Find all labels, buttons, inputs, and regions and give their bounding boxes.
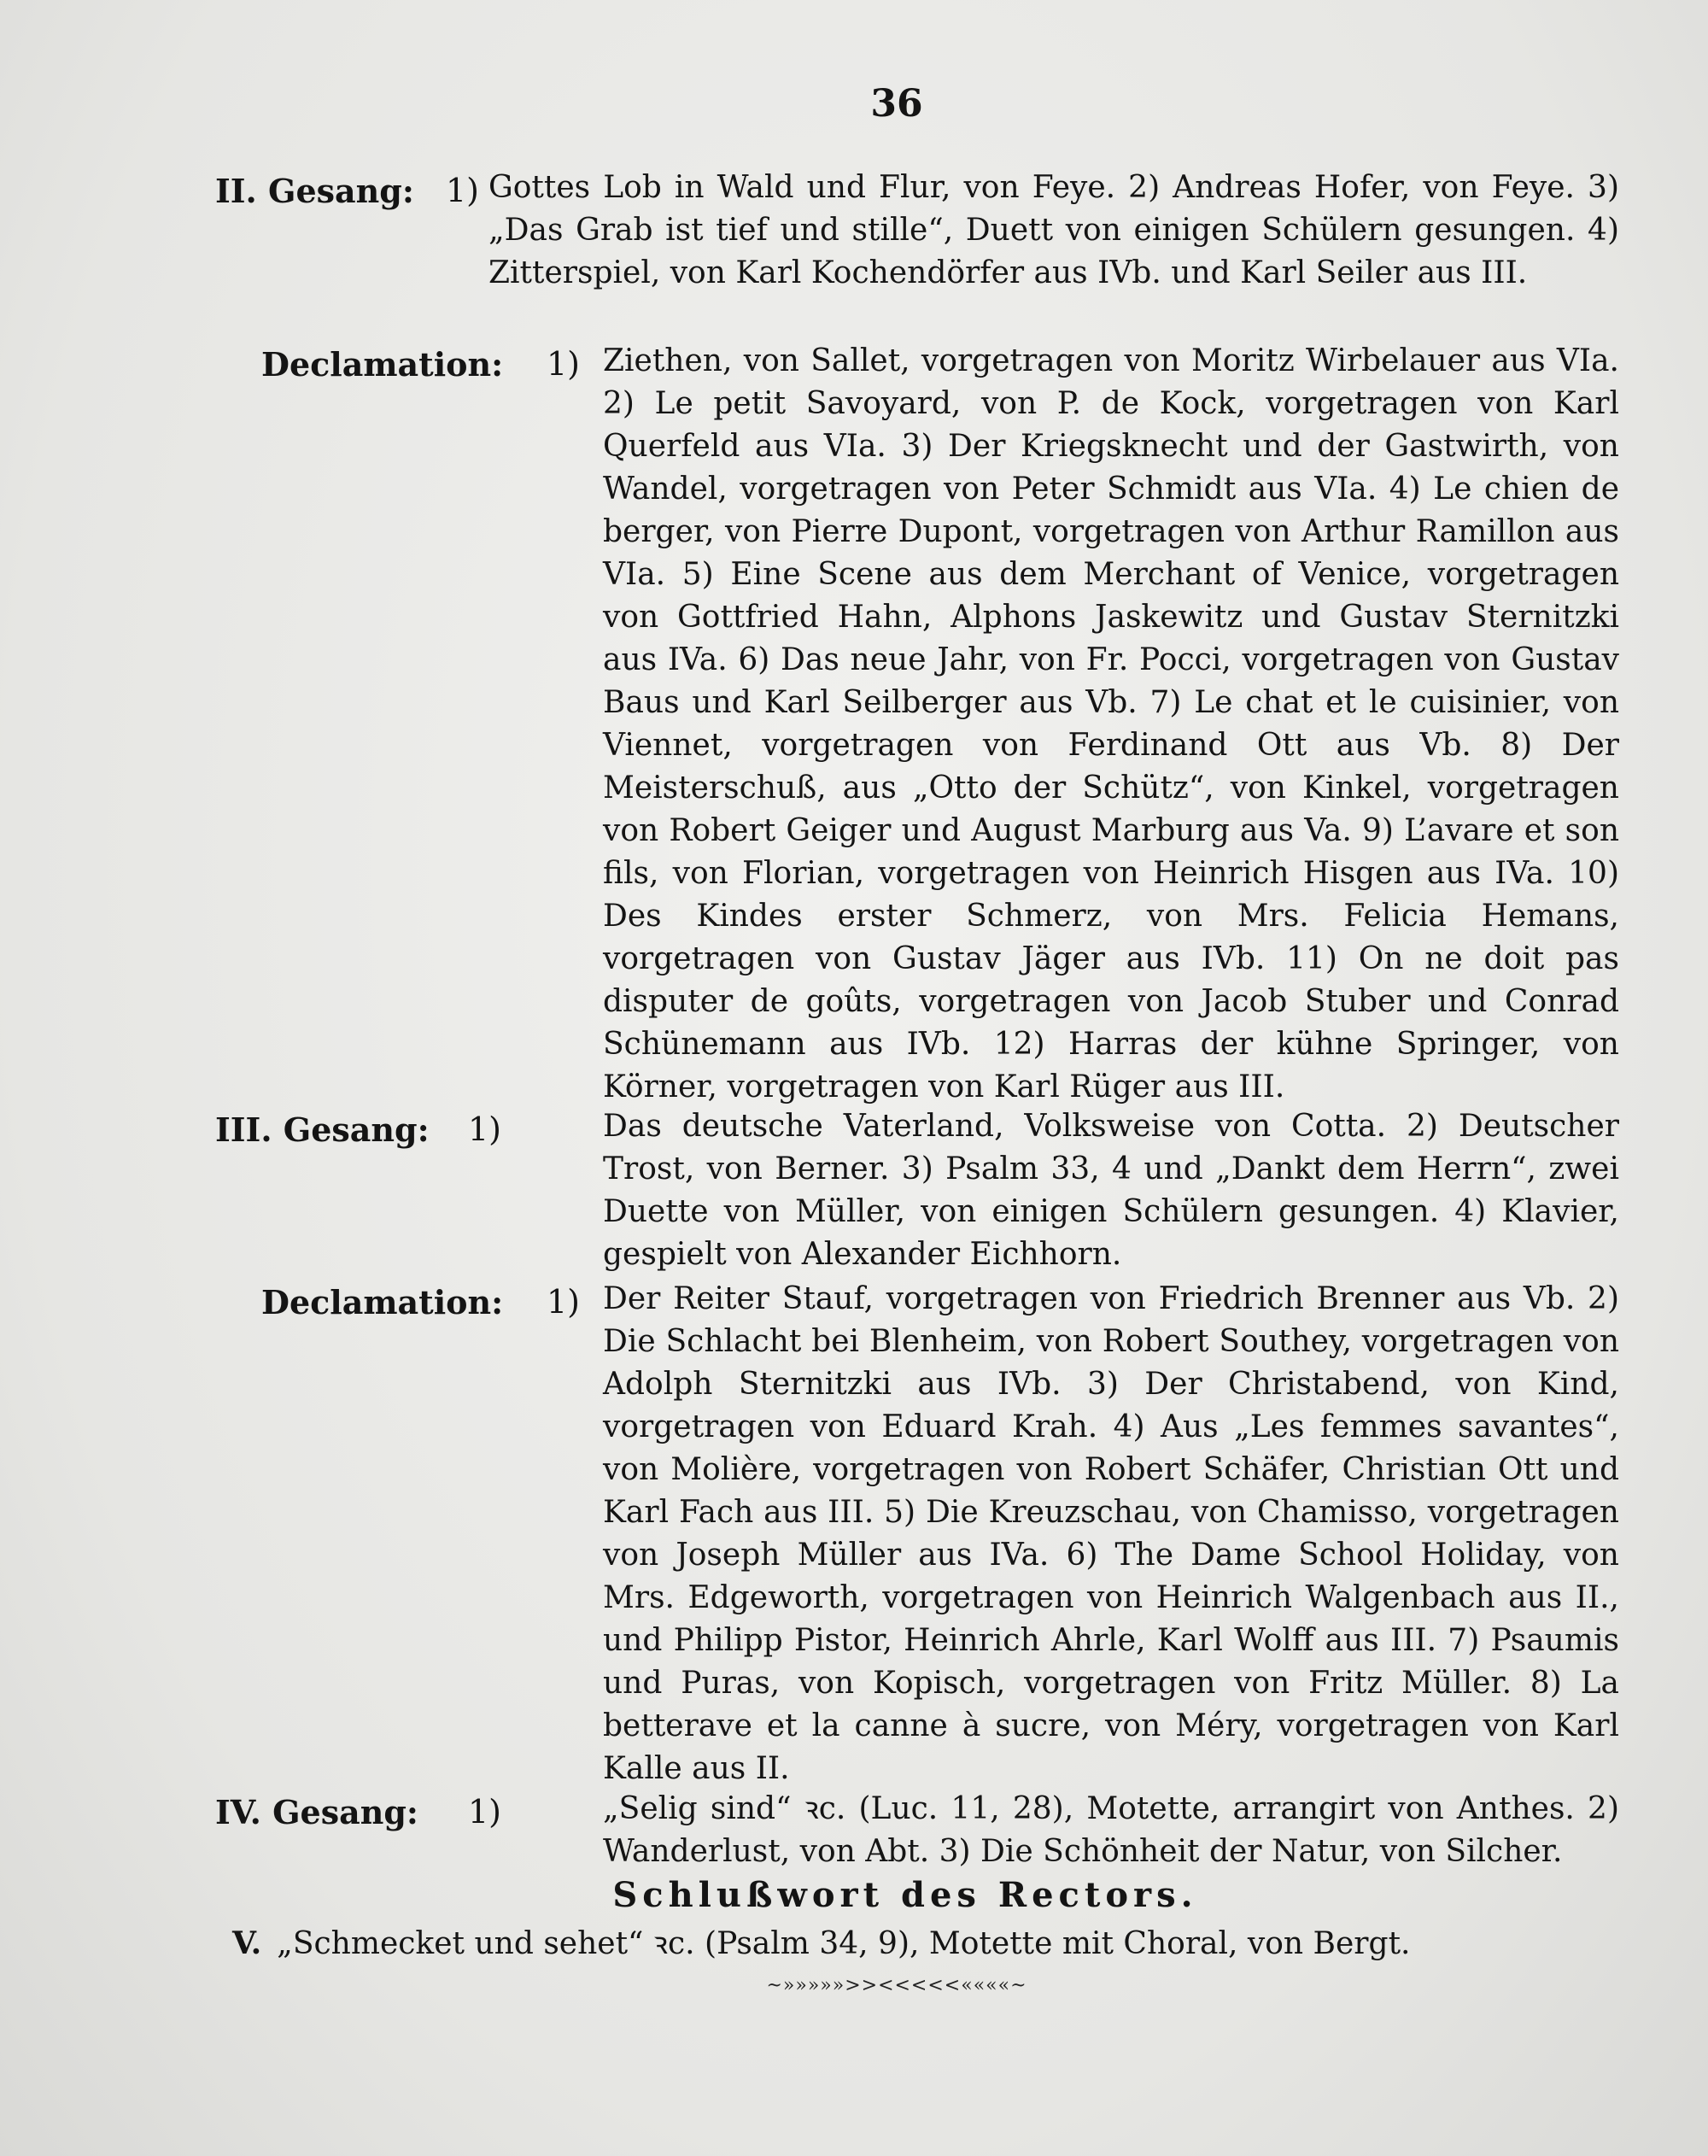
section-declamation-1 [0, 340, 1708, 1104]
section-label: II. Gesang: [215, 172, 414, 210]
closing-line [232, 1922, 1684, 1966]
section-body: Das deutsche Vaterland, Volksweise von Cotta. 2) Deutscher Trost, von Berner. 3) Psalm 33, 4 und „Dankt dem Herrn“, zwei Duette von Müller, von einigen Schülern gesungen. 4) Klavier, gespielt von Alexander Eichhorn. [603, 1109, 1619, 1272]
closing-text: „Schmecket und sehet“ ꝛc. (Psalm 34, 9), Motette mit Choral, von Bergt. [277, 1926, 1411, 1961]
section-label: Declamation: [261, 1283, 504, 1321]
item-number: 1) [547, 1283, 581, 1321]
section-gesang-2 [0, 167, 1708, 337]
item-number: 1) [547, 345, 581, 383]
section-body: Der Reiter Stauf, vorgetragen von Friedrich Brenner aus Vb. 2) Die Schlacht bei Blenheim, von Robert Southey, vorgetragen von Adolph Sternitzki aus IVb. 3) Der Christabend, von Kind, vorgetragen von Eduard Krah. 4) Aus „Les femmes savantes“, von Molière, vorgetragen von Robert Schäfer, Christian Ott und Karl Fach aus III. 5) Die Kreuzschau, von Chamisso, vorgetragen von Joseph Müller aus IVa. 6) The Dame School Holiday, von Mrs. Edgeworth, vorgetragen von Heinrich Walgenbach aus II., und Philipp Pistor, Heinrich Ahrle, Karl Wolff aus III. 7) Psaumis und Puras, von Kopisch, vorgetragen von Fritz Müller. 8) La betterave et la canne à sucre, von Méry, vorgetragen von Karl Kalle aus II. [603, 1281, 1619, 1786]
closing-title: Schlußwort des Rectors. [612, 1875, 1198, 1915]
closing-roman: V. [232, 1925, 262, 1961]
page-number: 36 [870, 82, 923, 126]
section-gesang-4 [0, 1788, 1708, 1882]
section-declamation-2 [0, 1278, 1708, 1790]
item-number: 1) [468, 1793, 502, 1831]
section-label: III. Gesang: [215, 1110, 430, 1149]
item-number: 1) [468, 1110, 502, 1148]
ornament-rule: ~»»»»»>><<<<<««««~ [766, 1975, 1027, 1996]
section-label: Declamation: [261, 345, 504, 384]
section-body: Ziethen, von Sallet, vorgetragen von Moritz Wirbelauer aus VIa. 2) Le petit Savoyard, von P. de Kock, vorgetragen von Karl Querfeld aus VIa. 3) Der Kriegsknecht und der Gastwirth, von Wandel, vorgetragen von Peter Schmidt aus VIa. 4) Le chien de berger, von Pierre Dupont, vorgetragen von Arthur Ramillon aus VIa. 5) Eine Scene aus dem Merchant of Venice, vorgetragen von Gottfried Hahn, Alphons Jaskewitz und Gustav Sternitzki aus IVa. 6) Das neue Jahr, von Fr. Pocci, vorgetragen von Gustav Baus und Karl Seilberger aus Vb. 7) Le chat et le cuisinier, von Viennet, vorgetragen von Ferdinand Ott aus Vb. 8) Der Meisterschuß, aus „Otto der Schütz“, von Kinkel, vorgetragen von Robert Geiger und August Marburg aus Va. 9) L’avare et son fils, von Florian, vorgetragen von Heinrich Hisgen aus IVa. 10) Des Kindes erster Schmerz, von Mrs. Felicia Hemans, vorgetragen von Gustav Jäger aus IVb. 11) On ne doit pas disputer de goûts, vorgetragen von Jacob Stuber und Conrad Schünemann aus IVb. 12) Harras der kühne Springer, von Körner, vorgetragen von Karl Rüger aus III. [603, 343, 1619, 1104]
item-number: 1) [446, 172, 480, 209]
section-label: IV. Gesang: [215, 1793, 418, 1831]
section-body: Gottes Lob in Wald und Flur, von Feye. 2) Andreas Hofer, von Feye. 3) „Das Grab ist tief und stille“, Duett von einigen Schülern gesungen. 4) Zitterspiel, von Karl Kochendörfer aus IVb. und Karl Seiler aus III. [488, 170, 1619, 290]
section-gesang-3 [0, 1105, 1708, 1276]
section-body: „Selig sind“ ꝛc. (Luc. 11, 28), Motette, arrangirt von Anthes. 2) Wanderlust, von Abt. 3) Die Schönheit der Natur, von Silcher. [603, 1791, 1619, 1869]
